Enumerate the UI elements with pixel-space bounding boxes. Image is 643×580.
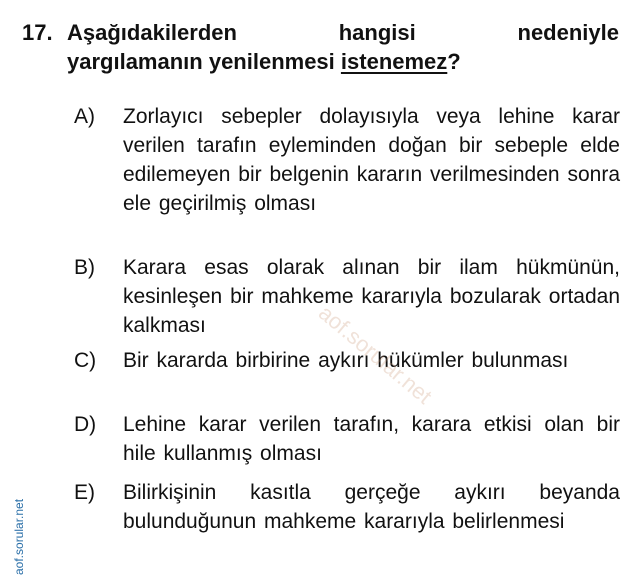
option-text: Bir kararda birbirine aykırı hükümler bulunması [123, 349, 569, 372]
question-stem [67, 18, 619, 76]
option-text: Lehine karar verilen tarafın, karara etkisi olan bir hile kullanmış olması [123, 413, 620, 465]
watermark-center: aof.sorular.net [313, 300, 437, 409]
option-letter: E) [74, 481, 95, 504]
option-letter: C) [74, 349, 97, 372]
stem-word-3: nedeniyle [517, 20, 619, 45]
question-number: 17. [22, 20, 53, 45]
question-stem-line2 [67, 47, 619, 76]
option-text: Bilirkişinin kasıtla gerçeğe aykırı beyanda bulunduğunun mahkeme kararıyla belirlenmesi [123, 481, 620, 533]
stem-prefix: yargılamanın yenilenmesi [67, 49, 341, 74]
option-letter: D) [74, 413, 97, 436]
option-text: Zorlayıcı sebepler dolayısıyla veya lehine karar verilen tarafın eyleminden doğan bir sebeple elde edilemeyen bir belgenin kararın verilmesinden sonra ele geçirilmiş olması [123, 105, 620, 215]
question-stem-line1 [67, 18, 619, 47]
stem-word-1: Aşağıdakilerden [67, 20, 237, 45]
watermark-side: aof.sorular.net [12, 498, 26, 575]
option-letter: A) [74, 105, 95, 128]
option-text: Karara esas olarak alınan bir ilam hükmünün, kesinleşen bir mahkeme kararıyla bozularak ortadan kalkması [123, 256, 620, 337]
stem-suffix: ? [447, 49, 461, 74]
stem-underlined-word: istenemez [340, 49, 448, 74]
option-letter: B) [74, 256, 95, 279]
stem-word-2: hangisi [338, 20, 416, 45]
